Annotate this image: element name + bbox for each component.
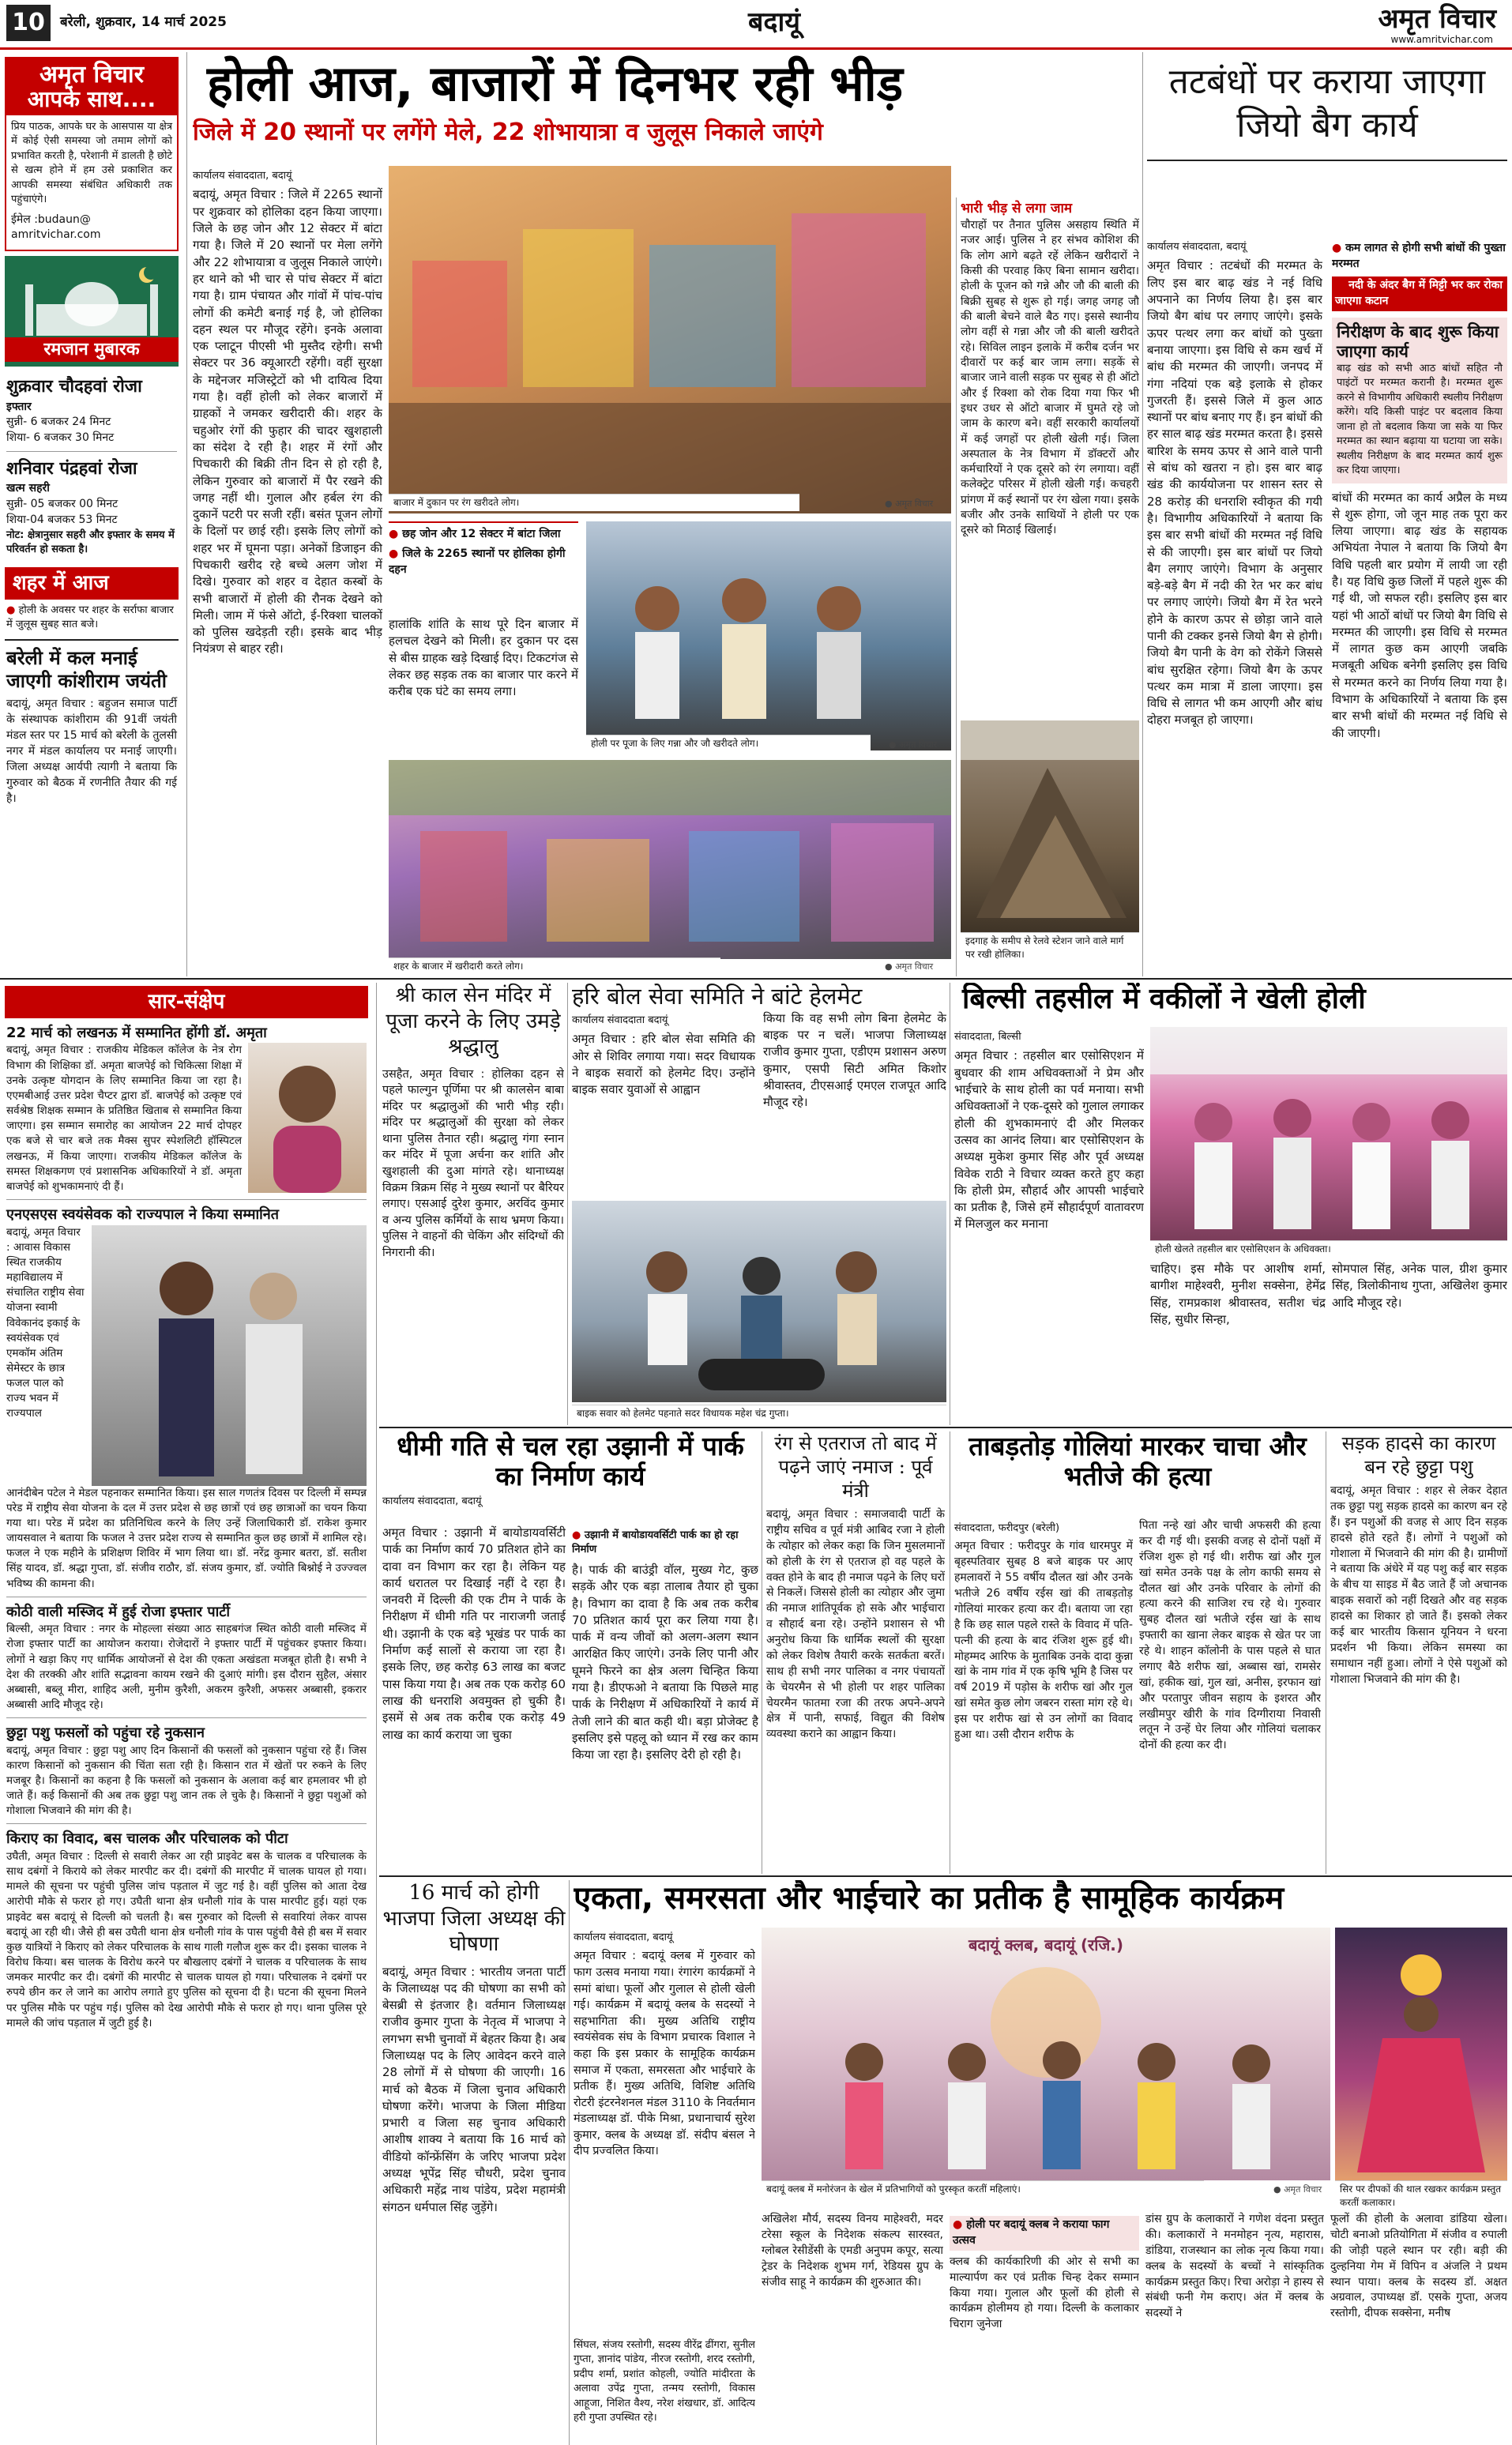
lead-subhead: जिले में 20 स्थानों पर लगेंगे मेले, 22 शोभायात्रा व जुलूस निकाले जाएंगे [193,118,823,147]
roza-title: शुक्रवार चौदहवां रोजा [6,377,142,397]
ekta-col5 [1330,2212,1507,2445]
saar-1-text: बदायूं, अमृत विचार : राजकीय मेडिकल कॉलेज के नेत्र रोग विभाग की शिक्षिका डॉ. अमृता बाजपेई को चिकित्सा शिक्षा में उनके उत्कृष्ट योगदान के लिए सम्मानित किया जा रहा है। एएमबीआई उत्तर प्रदेश चैप्टर द्वारा डॉ. बाजपेई को उत्कृष्ट एवं सर्वश्रेष्ठ शिक्षक सम्मान के प्रतिष्ठित खिताब से सम्मानित किया जाएगा। इस सम्मान समारोह का आयोजन 22 मार्च दोपहर एक बजे से चार बजे तक मैक्स सुपर स्पेशलिटी हॉस्पिटल लखनऊ, में किया जाएगा। राजकीय मेडिकल कॉलेज के समस्त शिक्षकगण एवं प्रशासनिक अधिकारियों ने डॉ. अमृता बाजपेई को शुभकामनाएं दी हैं। [6,1044,242,1193]
goli-headline: ताबड़तोड़ गोलियां मारकर चाचा और भतीजे की हत्या [969,1431,1307,1491]
saar-2-text-a: बदायूं, अमृत विचार : आवास विकास स्थित राजकीय महाविद्यालय में संचालित राष्ट्रीय सेवा योजना स्वामी विवेकानंद इकाई के स्वयंसेवक एवं एमकॉम अंतिम सेमेस्टर के छात्र फजल पाल को राज्य भवन में राज्यपाल [6,1225,85,1420]
bilsi-text-c: सोमपाल सिंह, अनेक पाल, ग्रीश कुमार सिंह, त्रिलोकीनाथ गुप्ता, अखिलेश कुमार आदि मौजूद रहे। [1332,1262,1507,1310]
reader-box [5,57,179,251]
saar-2-text-b: आनंदीबेन पटेल ने मेडल पहनाकर सम्मानित किया। इस साल गणतंत्र दिवस पर दिल्ली में सम्पन्न परेड में राष्ट्रीय सेवा योजना के दल में उत्तर प्रदेश से छह छात्रों एवं छह छात्राओं का चयन किया गया था। परेड में प्रदेश का प्रतिनिधित्व करने के लिए उन्हें जिलाधिकारी डॉ. राकेश कुमार जायसवाल ने बताया कि फजल ने उत्तर प्रदेश राज्य से सम्मानित कुल छह छात्रों में शामिल रहे। फजल ने एक महीने के प्रशिक्षण शिविर में भाग लिया था। डॉ. नरेंद्र कुमार बतरा, डॉ. सतीश सिंह यादव, डॉ. श्रद्धा गुप्ता, डॉ. संजीव राठौर, डॉ. संजय कुमार, डॉ. ज्योति बिश्नोई ने उज्ज्वल भविष्य की कामना की। [6,1486,367,1590]
lead-photo-2-credit: ● अमृत विचार [889,739,938,750]
park-bullet: ● उझानी में बायोडायवर्सिटी पार्क का हो रहा निर्माण [572,1529,758,1558]
saar-4-text: बदायूं, अमृत विचार : छुट्टा पशु आए दिन किसानों की फसलों को नुकसान पहुंचा रहे हैं। जिस कारण किसानों को नुकसान की चिंता सता रही है। किसान रात में खेतों पर रुकने के लिए मजबूर है। किसानों का कहना है कि फसलों को नुकसान के अलावा कई बार हमलावर भी हो जाते हैं। कई किसानों की अब तक छुट्टा पशु जान तक ले चुके है। किसानों ने छुट्टा पशुओं को गोशाला भिजवाने की मांग की है। [6,1743,367,1818]
saar-5-text: उघैती, अमृत विचार : दिल्ली से सवारी लेकर आ रही प्राइवेट बस के चालक व परिचालक के साथ दबंगों ने किराये को लेकर मारपीट कर दी। दबंगों की मारपीट में चालक घायल हो गया। मामले की सूचना पर पहुंची पुलिस जांच पड़ताल में जुट गई है। वहीं पुलिस को आता देख आरोपी मौके से फरार हो गए। उघैती थाना क्षेत्र धनौली गांव के पास मारपीट हुई। यहां एक प्राइवेट बस बदायूं से दिल्ली को चलती है। बस गुरुवार को दिल्ली से सवारियां लेकर वापस बदायूं आ रही थी। जैसे ही बस उघैती थाना क्षेत्र धनौली गांव के पास पहुंची वैसे ही बस में सवार कुछ यात्रियों ने किराए को लेकर परिचालक के साथ गाली गलौज शुरू कर दी। इसका चालक ने विरोध किया। बस चालक के विरोध करने पर बौखलाए दबंगों ने चालक व परिचालक के साथ जमकर मारपीट कर दी। दबंगों की मारपीट से चालक घायल हो गया। परिचालक ने दबंगों पर रुपये छीन कर ले जाने का आरोप लगाते हुए पुलिस को सूचना दी है। घटना की सूचना मिलने पर पुलिस मौके पर पहुंच गई। पुलिस को देख आरोपी मौके से फरार हो गए। थाना पुलिस पूरे मामले की जांच पड़ताल में जुटी हुई है। [6,1850,367,2029]
jio-bullet-1: ● कम लागत से होगी सभी बांधों की पुख्ता मरम्मत [1332,241,1507,273]
bilsi-photo-caption: होली खेलते तहसील बार एसोसिएशन के अधिवक्ता। [1150,1240,1507,1258]
kanshiram-headline: बरेली में कल मनाई जाएगी कांशीराम जयंती [6,646,167,692]
pashu-headline: सड़क हादसे का कारण बन रहे छुट्टा पशु [1341,1432,1496,1478]
saar-1-photo [248,1043,367,1193]
ekta-photo-2 [1335,1928,1507,2180]
bilsi-text-a: अमृत विचार : तहसील बार एसोसिएशन में बुधवार की शाम अधिवक्ताओं ने प्रेम और भाईचारे के साथ होली का पर्व मनाया। सभी अधिवक्ताओं ने एक-दूसरे को गुलाल लगाकर होली की शुभकामनाएं दी और मिलकर उत्सव का आनंद लिया। बार एसोसिएशन के अध्यक्ष मुकेश कुमार सिंह और पूर्व अध्यक्ष विवेक राठी ने विचार व्यक्त करते हुए कहा कि होली प्रेम, सौहार्द और आपसी भाईचारे का प्रतीक है, जिसे हमें सौहार्दपूर्ण वातावरण में मिलजुल कर मनाना [954,1048,1144,1232]
kalsen-text: उसहैत, अमृत विचार : होलिका दहन से पहले फाल्गुन पूर्णिमा पर श्री कालसेन बाबा मंदिर पर श्रद्धालुओं की भारी भीड़ रही। मंदिर पर श्रद्धालुओं की सुरक्षा को लेकर थाना पुलिस तैनात रही। श्रद्धालु गंगा स्नान कर मंदिर में पूजा अर्चना कर शांति और खुशहाली की दुआ मांगते रहे। थानाध्यक्ष विक्रम त्रिक्रम सिंह ने मुख्य स्थानों पर बैरियर लगाए। एसआई दुरेश कुमार, अरविंद कुमार व अन्य पुलिस कर्मियों के साथ भ्रमण किया। पुलिस ने वाहनों की चेकिंग और संदिग्धों की निगरानी की। [382,1067,564,1259]
goli-text-a: अमृत विचार : फरीदपुर के गांव धारमपुर में बृहस्पतिवार सुबह 8 बजे बाइक पर आए हमलावरों ने 55 वर्षीय दौलत खां और उनके भतीजे 26 वर्षीय रईस खां की ताबड़तोड़ गोलियां मारकर हत्या कर दी। बताया जा रहा है कि छह साल पहले रास्ते के विवाद में पति-पत्नी की हत्या के बाद रंजिश शुरू हुई थी। मोहम्मद आरिफ के मुताबिक उनके दादा कुन्ना खां के नाम गांव में एक कृषि भूमि है जिस पर वर्ष 2019 में पड़ोस के शरीफ खां और गुल खां समेत कुछ लोग जबरन रास्ता मांग रहे थे। इस पर शरीफ खां से उन लोगों का विवाद हुआ था। उसी दौरान शरीफ के [954,1540,1133,1741]
ekta-col4 [1145,2212,1324,2445]
saar-label: सार-संक्षेप [5,986,368,1018]
saar-3-text: बिल्सी, अमृत विचार : नगर के मोहल्ला संख्या आठ साहबगंज स्थित कोठी वाली मस्जिद में रोजा इफ्तार पार्टी का आयोजन कराया। रोजेदारों ने इफ्तार पार्टी में पहुंचकर इफ्तार किया। लोगों ने खड़ा किए गए धार्मिक आयोजनों से देश की एकता अखंडता मजबूत होती है। सभी ने देश की तरक्की और शांति सद्भावना कायम रखने की दुआएं मांगी। इस दौरान सुहैल, अंसार अब्बासी, बब्लू मीरा, शाहिद अली, मुनीम कुरैशी, अकरम कुरैशी, अफसर अब्बासी, इकरार अब्बासी आदि मौजूद रहे। [6,1623,367,1711]
jam-headline: भारी भीड़ से लगा जाम [961,201,1073,216]
kalsen-story [382,983,564,1425]
saar-2-head: एनएसएस स्वयंसेवक को राज्यपाल ने किया सम्मानित [6,1206,280,1224]
bilsi-headline: बिल्सी तहसील में वकीलों ने खेली होली [962,983,1366,1015]
park-text-a: अमृत विचार : उझानी में बायोडायवर्सिटी पार्क का निर्माण कार्य 70 प्रतिशत होने का दावा वन विभाग कर रहा है। लेकिन यह कार्य धरातल पर दिखाई नहीं दे रहा है। जनवरी में दिल्ली की एक टीम ने पार्क के निरीक्षण में धीमी गति पर नाराजगी जताई थी। उझानी के एक बड़े भूखंड पर पार्क का निर्माण कई सालों से कराया जा रहा है। इसके लिए, छह करोड़ 63 लाख का बजट पास किया गया है। अब तक एक करोड़ 60 लाख की धनराशि अवमुक्त हो चुकी है। इसमें से अब तक करीब एक करोड़ 49 लाख का कार्य कराया जा चुका [382,1525,566,1742]
city-title: बदायूं [748,6,800,38]
ekta-photo-2-caption: सिर पर दीपकों की थाल रखकर कार्यक्रम प्रस्तुत करतीं कलाकार। [1335,2180,1507,2211]
lead-photo-2 [586,521,951,750]
saar-5-head: किराए का विवाद, बस चालक और परिचालक को पीटा [6,1830,288,1848]
lead-photo-3-credit: ● अमृत विचार [885,961,934,972]
helmet-photo [572,1201,946,1402]
pashu-story [1330,1431,1507,1874]
ekta-photo-caption: बदायूं क्लब में मनोरंजन के खेल में प्रतिभागियों को पुरस्कृत करतीं महिलाएं। [762,2180,1204,2198]
goli-col2 [1139,1518,1321,1874]
bilsi-text-b: चाहिए। इस मौके पर आशीष शर्मा, बागीश माहेश्वरी, मुनीश सक्सेना, हेमेंद्र सिंह, रामप्रकाश श्रीवास्तव, सतीश चंद्र सिंह, सुधीर सिन्हा, [1150,1262,1326,1326]
ekta-text-e: फूलों की होली के अलावा डांडिया खेला। चोटी बनाओ प्रतियोगिता में संजीव व रुपाली की जोड़ी पहले स्थान पर रही। बड़ी की दुल्हनिया गेम में विपिन व अंजलि ने प्रथम स्थान पाया। क्लब के सदस्य डॉ. अक्षत अग्रवाल, उपाध्यक्ष डॉ. एसके गुप्ता, अजय रस्तोगी, दीपक सक्सेना, मनीष [1330,2213,1507,2320]
aaj-title: शहर में आज [5,567,179,600]
jio-text1: अमृत विचार : तटबंधों की मरम्मत के लिए इस बार बाढ़ खंड ने नई विधि अपनाने का निर्णय लिया है। इस बार जियो बैग बांध पर लगाए जाएंगे। इसके ऊपर पत्थर लगा कर बांधों को पुख्ता बनाया जाएगा। इस विधि से कम खर्च में बांध की मरम्मत की जाएगी। जनपद में गंगा नदियां एक बड़े इलाके से होकर गुजरती हैं। इससे जिले में कुल आठ स्थानों पर बांध बनाए गए हैं। इन बांधों की हर साल बाढ़ खंड मरम्मत करता है। इससे बारिश के समय ऊपर से आने वाले पानी से बांध को खतरा न हो। इस बार बाढ़ खंड की कार्ययोजना पर शासन स्तर से 28 करोड़ की धनराशि स्वीकृत की गयी है। विभागीय अधिकारियों ने बताया कि इस बार सभी बांधों की मरम्मत नई विधि से की जाएगी। इस बार बांधों पर जियो बैग लगाए जाएंगे। विभाग के अनुसार बड़े-बड़े बैग में नदी की रेत भर कर बांध पर लगाए जाएंगे। जियो बैग में रेत भरने होने के कारण ऊपर से छोड़ा जाने वाले पानी की टक्कर इनसे जियो बैग से होगी। जियो बैग पानी के वेग को रोकेंगे जिससे बांध सुरक्षित रहेगा। जियो बैग के ऊपर पत्थर कम मात्रा में डाला जाएगा। इस विधि से लागत भी कम आएगी और बांध दोहरा मजबूत हो जाएगा। [1147,258,1322,728]
box-title-1: अमृत विचार [39,61,144,88]
box-title-2: आपके साथ.... [27,86,156,112]
saar-column [0,983,373,2445]
sidebar: अमृत विचार आपके साथ.... प्रिय पाठक, आपके घर के आसपास या क्षेत्र में कोई ऐसी समस्या जो तमाम लोगों को प्रभावित करती है, परेशानी में डालती है छोटे से खत्म होने में हम उसे प्रकाशित कर आपकी समस्या संबंधित अधिकारी तक पहुंचाएंगे। ईमेल :budaun@ amritvichar.com रमजान मुबारक शुक्रवार चौदहवां रोजा इफ्तार सुन्नी- 6 बजकर 24 मिनट शिया- 6 बजकर 30 मिनट शनिवार पंद्रहवां रोजा खत्म सहरी सुन्नी- 05 बजकर 00 मिनट शिया-04 बजकर 53 मिनट नोट: क्षेत्रानुसार सहरी और इफ्तार के समय में परिवर्तन हो सकता है। शहर में आज ● होली के अवसर पर शहर के सर्राफा बाजार में जुलूस सुबह सात बजे। बरेली में कल मनाई जाएगी कांशीराम जयंती बदायूं, अमृत विचार : बहुजन समाज पार्टी के संस्थापक कांशीराम की 91वीं जयंती मंडल स्तर पर 15 मार्च को बरेली के तुलसी नगर में मंडल कार्यालय पर मनाई जाएगी। जिला अध्यक्ष आर्यपी त्यागी ने बताया कि गुरुवार को बैठक में रणनीति तैयार की गई है। [0,52,183,976]
box-text: प्रिय पाठक, आपके घर के आसपास या क्षेत्र में कोई ऐसी समस्या जो तमाम लोगों को प्रभावित करती है, परेशानी में डालती है छोटे से खत्म होने में हम उसे प्रकाशित कर आपकी समस्या संबंधित अधिकारी तक पहुंचाएंगे। [11,120,172,206]
jio-headline: तटबंधों पर कराया जाएगा जियो बैग कार्य [1147,52,1507,161]
lead-photo-1 [389,166,951,513]
lead-text-col2 [389,616,578,758]
lead-col1: बदायूं, अमृत विचार : जिले में 2265 स्थानों पर शुक्रवार को होलिका दहन किया जाएगा। जिले के छह जोन और 12 सेक्टर में बांटा गया है। जिले में 20 स्थानों पर मेला लगेंगे और 22 शोभायात्रा व जुलूस निकाले जाएंगे। हर थाने को भी चार से पांच सेक्टर में बांटा गया है। ग्राम पंचायत और गांवों में पांच-पांच लोगों की कमेटी बनाई गई है, जो होलिका दहन स्थल पर मौजूद रहेंगे। इनके अलावा एक प्लाटून पीएसी भी मुस्तैद रहेगी। सभी सेक्टर पर 36 क्यूआरटी रहेंगी। वहीं सुरक्षा के मद्देनजर मजिस्ट्रेटों को भी दायित्व दिया गया है। वहीं होली को लेकर बाजारों में ग्राहकों ने जमकर खरीदारी की। शहर के चहुओर रंगों की फुहार की चादर खुशहाली का संदेश दे रही है। शहर में रंगों और पिचकारी की बिक्री तीन दिन से हो रही है, लेकिन गुरुवार को बाजारों में पैर रखने की जगह नहीं थी। गुलाल और हर्बल रंग की दुकानें पटरी पर सजी रहीं। बसंत पूजन लोगों के दिलों पर छाई रही। इसके लिए लोगों को शहर भर में घूमना पड़ा। अनेकों डिजाइन की पिचकारी खरीद रहे बच्चे अलग जोश में दिखे। गुरुवार को शहर व देहात कस्बों के सभी बाजारों में होली की रौनक देखने को मिली। जाम में फंसे ऑटो, ई-रिक्शा चालकों को पुलिस खदेड़ती रही। इसके बाद भीड़ नियंत्रण से बाहर रही। [193,187,382,656]
pashu-text: बदायूं, अमृत विचार : शहर से लेकर देहात तक छुट्टा पशु सड़क हादसे का कारण बन रहे हैं। इन पशुओं की वजह से आए दिन सड़क हादसे होते रहते हैं। लोगों ने पशुओं को गोशाला में भिजवाने की मांग की है। ग्रामीणों ने बताया कि अंधेरे में यह पशु कई बार सड़क के बीच या साइड में बैठ जाते हैं जो अचानक बाइक सवारों को नहीं दिखते और वह सड़क हादसे का शिकार हो जाते हैं। इसको लेकर कई बार भारतीय किसान यूनियन ने धरना प्रदर्शन भी किया। लेकिन समस्या का समाधान नहीं हुआ। लोगों ने ऐसे पशुओं को गोशाला भिजवाने की मांग की है। [1330,1484,1507,1686]
park-byline: कार्यालय संवाददाता, बदायूं [382,1495,482,1507]
ramzan-label: रमजान मुबारक [5,337,179,362]
lead-photo-1-credit: ● अमृत विचार [885,498,934,509]
lead-text-col [193,166,382,976]
jam-photo-caption: इदगाह के समीप से रेलवे स्टेशन जाने वाले मार्ग पर रखी होलिका। [961,932,1139,963]
bilsi-col3 [1332,1261,1507,1419]
box-email[interactable]: ईमेल :budaun@ amritvichar.com [11,213,101,242]
ramzan-box [5,256,179,367]
ekta-byline: कार्यालय संवाददाता, बदायूं [574,1932,673,1943]
ekta-photo-credit: ● अमृत विचार [1273,2184,1322,2195]
jio-bullet-2: ● नदी के अंदर बैग में मिट्टी भर कर रोका जाएगा कटान [1332,276,1507,311]
paper-logo: अमृत विचार [1378,3,1496,35]
namaz-text: बदायूं, अमृत विचार : समाजवादी पार्टी के राष्ट्रीय सचिव व पूर्व मंत्री आबिद रजा ने होली के त्योहार को लेकर कहा कि जिन मुसलमानों को होली के रंग से एतराज हो वह पहले के वक्त होने के बाद ही नमाज पढ़ने के लिए घरों से निकलें। जिससे होली का त्योहार और जुमा की नमाज शांतिपूर्वक हो सके और भाईचारा व सौहार्द बना रहे। उन्होंने प्रशासन से भी अनुरोध किया कि धार्मिक स्थलों की सुरक्षा को लेकर विशेष तैयारी करके सतर्कता बरतें। साथ ही सभी नगर पालिका व नगर पंचायतों के चेयरमैन से भी होली पर शहर पालिका चेयरमैन फातमा रजा की तरफ अपने-अपने क्षेत्र में पानी, सफाई, विद्युत की विशेष व्यवस्था कराने का आह्वान किया। [766,1508,945,1741]
helmet-text-a: अमृत विचार : हरि बोल सेवा समिति की ओर से शिविर लगाया गया। सदर विधायक ने बाइक सवारों को हेलमेट दिए। उन्होंने बाइक सवार युवाओं से आह्वान [572,1032,755,1097]
saar-3-head: कोठी वाली मस्जिद में हुई रोजा इफ्तार पार्टी [6,1603,230,1620]
page-number: 10 [6,5,51,41]
bhajpa-text: बदायूं, अमृत विचार : भारतीय जनता पार्टी के जिलाध्यक्ष पद की घोषणा का सभी को बेसब्री से इंतजार है। वर्तमान जिलाध्यक्ष राजीव कुमार गुप्ता के नेतृत्व में भाजपा ने लगभग सभी चुनावों में बेहतर किया है। अब जिलाध्यक्ष पद के लिए आवेदन करने वाले 28 लोगों में से घोषणा की जाएगी। 16 मार्च को बैठक में जिला चुनाव अधिकारी घोषणा करेंगे। भाजपा के जिला मीडिया प्रभारी व जिला सह चुनाव अधिकारी आशीष शाक्य ने बताया कि 16 मार्च को वीडियो कॉन्फ्रेंसिंग के जरिए भाजपा प्रदेश अध्यक्ष भूपेंद्र सिंह चौधरी, प्रदेश चुनाव अधिकारी महेंद्र नाथ पांडेय, प्रदेश महामंत्री संगठन धर्मपाल सिंह जुड़ेंगे। [382,1964,566,2214]
bilsi-byline: संवाददाता, बिल्सी [954,1031,1021,1043]
lead-photo-3 [389,760,951,959]
jio-box-text: बाढ़ खंड को सभी आठ बांधों सहित नौ पाइंटों पर मरम्मत करानी है। मरम्मत शुरू करने से विभागीय अधिकारी स्थलीय निरीक्षण करेंगे। यदि किसी पाइंट पर बदलाव किया जाना हो तो बदलाव किया जा सके या फिर मरम्मत का स्थान बढ़ाया या घटाया जा सके। स्थलीय निरीक्षण के बाद मरम्मत कार्य शुरू कर दिया जाएगा। [1337,362,1503,477]
lead-photo-3-caption: शहर के बाजार में खरीदारी करते लोग। [389,957,720,975]
kalsen-headline: श्री काल सेन मंदिर में पूजा करने के लिए उमड़े श्रद्धालु [386,984,561,1059]
goli-byline: संवाददाता, फरीदपुर (बरेली) [954,1522,1060,1534]
park-text-b: है। पार्क की बाउंड्री वॉल, मुख्य गेट, कुछ सड़कें और एक बड़ा तालाब तैयार हो चुका है। विभाग का दावा है कि अब तक करीब 70 प्रतिशत कार्य पूरा कर लिया गया है। पार्क में वन्य जीवों को अलग-अलग स्थान आरक्षित किए जाएंगे। उनके लिए पानी और घूमने फिरने का क्षेत्र अलग चिन्हित किया गया है। डीएफओ ने बताया कि पिछले माह पार्क के निरीक्षण में अधिकारियों ने कार्य में तेजी लाने की बात कही थी। बड़ा प्रोजेक्ट है इसलिए इसे पहलू को ध्यान में रख कर काम किया जा रहा है। इसलिए देरी हो रही है। [572,1562,758,1762]
page-header [0,0,1512,47]
bhajpa-headline: 16 मार्च को होगी भाजपा जिला अध्यक्ष की घोषणा [382,1881,566,1956]
ekta-text-f: सिंघल, संजय रस्तोगी, सदस्य वीरेंद्र ढींगरा, सुनील गुप्ता, ज्ञानांद पांडेय, नीरज रस्तोगी, शरद रस्तोगी, प्रदीप शर्मा, प्रशांत कोहली, ज्योति मांदीरता के अलावा उपेंद्र गुप्ता, तन्मय रस्तोगी, विकास आहूजा, निशित वैश्य, नरेश शंखधार, डॉ. आदित्य हरी गुप्ता उपस्थित रहे। [574,2339,755,2424]
lead-photo-2-caption: होली पर पूजा के लिए गन्ना और जौ खरीदते लोग। [586,735,871,752]
jio-byline: कार्यालय संवाददाता, बदायूं [1147,241,1247,253]
lead-inset-box [389,521,578,608]
lead-inset-bullet-1: ● छह जोन और 12 सेक्टर में बांटा जिला [389,527,578,543]
bhajpa-story [382,1880,566,2445]
jio-text2: बांधों की मरम्मत का कार्य अप्रैल के मध्य से शुरू होगा, जो जून माह तक पूरा कर लिया जाएगा। बाढ़ खंड के सहायक अभियंता नेपाल ने बताया कि जियो बैग विधि पहली बार प्रयोग में लायी जा रही है। यह विधि कुछ जिलों में पहले शुरू की गई थी, जो सफल रही। इसलिए इस बार यहां भी आठों बांधों पर जियो बैग विधि से मरम्मत की जाएगी। इस विधि से मरम्मत में लागत कुछ कम आएगी जबकि मजबूती अधिक बनेगी इसलिए इस विधि से मरम्मत करने का निर्णय लिया गया है। विभाग के अधिकारियों ने बताया कि इस बार सभी बांधों की मरम्मत नई विधि से की जाएगी। [1332,490,1507,740]
jam-text: चौराहों पर तैनात पुलिस असहाय स्थिति में नजर आई। पुलिस ने हर संभव कोशिश की कि लोग आगे बढ़ते रहें लेकिन खरीदारों ने किसी की परवाह किए बिना सामान खरीदा। होली के पूजन को गन्ने और जौ की बाली की बिक्री सुबह से शुरू हो गई। जगह जगह जौ की बाली बेचने वाले बैठ गए। इससे स्थानीय लोग वहीं से गन्ना और जौ की बाली खरीदते रहे। सिविल लाइन इलाके में करीब दर्जन भर दीवारों पर कई बार जाम लगा। सड़कें से बाजार जाने वाली सड़क पर सुबह से ही ऑटो और ई रिक्शा को रोक दिया गया फिर भी इधर उधर से ऑटो बाजार में घुमते रहे जो जाम के कारण बने। वहीं सरकारी कार्यालयों में कई जगहों पर होली खेली गई। जिला अस्पताल के नेत्र विभाग में डॉक्टरों और कर्मचारियों ने एक दूसरे को रंग लगाया। वहीं कलेक्ट्रेट परिसर में होली खेली गई। कचहरी प्रांगण में कई स्थानों पर रंग खेला गया। इसके बजीर और उनके साथियों ने होली पर एक दूसरे को मिठाई खिलाई। [961,219,1139,537]
ekta-bullet: ● होली पर बदायूं क्लब ने कराया फाग उत्सव [950,2216,1139,2251]
saar-4-head: छुट्टा पशु फसलों को पहुंचा रहे नुकसान [6,1725,205,1742]
saar-2-photo [92,1225,367,1486]
lead-col2: हालांकि शांति के साथ पूरे दिन बाजार में हलचल देखने को मिली। हर दुकान पर दस से बीस ग्राहक खड़े दिखाई दिए। टिकटगंज से लेकर छह सड़क तक का बाजार पार करने में करीब एक घंटे का समय लगा। [389,617,578,699]
ekta-text-c: क्लब की कार्यकारिणी की ओर से सभी का माल्यार्पण कर एवं प्रतीक चिन्ह देकर सम्मान किया गया। गुलाल और फूलों की होली से कार्यक्रम होलीमय हो गया। दिल्ली के कलाकार चिराग जुनेजा [950,2255,1139,2331]
lead-byline: कार्यालय संवाददाता, बदायूं [193,170,292,182]
bilsi-photo [1150,1027,1507,1240]
ekta-headline: एकता, समरसता और भाईचारे का प्रतीक है सामूहिक कार्यक्रम [574,1880,1284,1917]
jio-box [1332,318,1507,483]
bilsi-col2 [1150,1261,1326,1419]
namaz-story [766,1431,945,1874]
ekta-col2 [762,2212,943,2445]
helmet-byline: कार्यालय संवाददाता बदायूं [572,1014,668,1026]
ekta-col6 [574,2338,755,2441]
bilsi-col1 [954,1027,1144,1425]
date-line: बरेली, शुक्रवार, 14 मार्च 2025 [60,14,227,30]
park-headline: धीमी गति से चल रहा उझानी में पार्क का निर्माण कार्य [397,1431,744,1491]
helmet-headline: हरि बोल सेवा समिति ने बांटे हेलमेट [572,983,863,1010]
namaz-headline: रंग से एतराज तो बाद में पढ़ने जाएं नमाज : पूर्व मंत्री [774,1432,937,1502]
roza2-title: शनिवार पंद्रहवां रोजा [6,459,137,480]
ekta-text-a: अमृत विचार : बदायूं क्लब में गुरुवार को फाग उत्सव मनाया गया। रंगारंग कार्यक्रमों ने समां बांधा। फूलों और गुलाल से होली खेली गई। कार्यक्रम में बदायूं क्लब के सदस्यों ने सहभागिता की। मुख्य अतिथि राष्ट्रीय स्वयंसेवक संघ के विभाग प्रचारक विशाल ने कहा कि इस प्रकार के सामूहिक कार्यक्रम समाज में एकता, समरसता और भाईचारे के प्रतीक हैं। मुख्य अतिथि, विशिष्ट अतिथि रोटरी इंटरनेशनल मंडल 3110 के निवर्तमान मंडलाध्यक्ष डॉ. पीके मिश्रा, प्रधानाचार्य सुरेश कुमार, क्लब के अध्यक्ष डॉ. संदीप बंसल ने दीप प्रज्वलित किया। [574,1950,755,2158]
ekta-photo [762,1928,1330,2180]
park-col1 [382,1525,566,1872]
jam-photo [961,720,1139,934]
jio-col2 [1332,237,1507,980]
jio-col1 [1147,237,1322,980]
helmet-photo-caption: बाइक सवार को हेलमेट पहनाते सदर विधायक महेश चंद्र गुप्ता। [572,1405,946,1422]
ekta-col3 [950,2212,1139,2445]
lead-headline: होली आज, बाजारों में दिनभर रही भीड़ [207,55,904,112]
park-col2 [572,1525,758,1872]
jio-box-head: निरीक्षण के बाद शुरू किया जाएगा कार्य [1337,322,1499,361]
lead-inset-bullet-2: ● जिले के 2265 स्थानों पर होलिका होगी दहन [389,547,578,578]
kanshiram-text: बदायूं, अमृत विचार : बहुजन समाज पार्टी के संस्थापक कांशीराम की 91वीं जयंती मंडल स्तर पर 15 मार्च को बरेली के तुलसी नगर में मंडल कार्यालय पर मनाई जाएगी। जिला अध्यक्ष आर्यपी त्यागी ने बताया कि गुरुवार को बैठक में रणनीति तैयार की गई है। [6,698,177,805]
ekta-text-b: अखिलेश मौर्य, सदस्य विनय माहेश्वरी, मदर टरेसा स्कूल के निदेशक संकल्प सारस्वत, ग्लोबल रेसीडेंसी के एमडी अनुपम कपूर, सत्या ट्रेडर के निदेशक शुभम गर्ग, रेडियस ग्रुप के संजीव साहू ने कार्यक्रम की शुरुआत की। [762,2213,943,2289]
jam-story [961,199,1139,713]
goli-col1 [954,1518,1133,1874]
lead-photo-1-caption: बाजार में दुकान पर रंग खरीदते लोग। [389,494,799,511]
saar-1-head: 22 मार्च को लखनऊ में सम्मानित होंगी डॉ. अमृता [6,1024,267,1041]
ekta-banner: बदायूं क्लब, बदायूं (रजि.) [968,1935,1124,1954]
goli-text-b: पिता नन्हे खां और चाची अफसरी की हत्या कर दी गई थी। इसकी वजह से दोनों पक्षों में रंजिश शुरू हो गई थी। शरीफ खां और गुल खां समेत उनके पक्ष के लोग काफी समय से दौलत खां और उनके परिवार के लोगों की हत्या करने की साजिश रच रहे थे। गुरुवार सुबह दौलत खां भतीजे रईस खां के साथ इफ्तारी का खाना लेकर बाइक से खेत पर जा रहे थे। शाहन कॉलोनी के पास पहले से घात लगाए बैठे शरीफ खां, अब्बास खां, रामसेर खां, हकीक खां, गुल खां, अनीस, इरफान खां और परतापुर जीवन सहाय के इशरत और लखीमपुर खीरी के गांव दिग्गीराया निवासी लतून ने उन्हें घेर लिया और गोलियां चलाकर दोनों की हत्या कर दी। [1139,1519,1321,1752]
website[interactable]: www.amritvichar.com [1390,34,1493,45]
aaj-item: ● होली के अवसर पर शहर के सर्राफा बाजार में जुलूस सुबह सात बजे। [0,604,183,633]
ekta-text-d: डांस ग्रुप के कलाकारों ने गणेश वंदना प्रस्तुत की। कलाकारों ने मनमोहन नृत्य, महारास, डांडिया, राजस्थान का लोक नृत्य किया गया। क्लब के सदस्यों के बच्चों ने सांस्कृतिक कार्यक्रम प्रस्तुत किए। रिचा अरोड़ा ने हास्य से संबंधी फनी गेम कराए। अंत में क्लब के सदस्यों ने [1145,2213,1324,2320]
helmet-text-b: किया कि वह सभी लोग बिना हेलमेट के बाइक पर न चलें। भाजपा जिलाध्यक्ष राजीव कुमार गुप्ता, एडीएम प्रशासन अरुण कुमार, एसपी सिटी अमित किशोर श्रीवास्तव, टीएसआई एमएल राजपूत आदि मौजूद रहे। [763,1010,946,1110]
mosque-icon [5,261,179,340]
